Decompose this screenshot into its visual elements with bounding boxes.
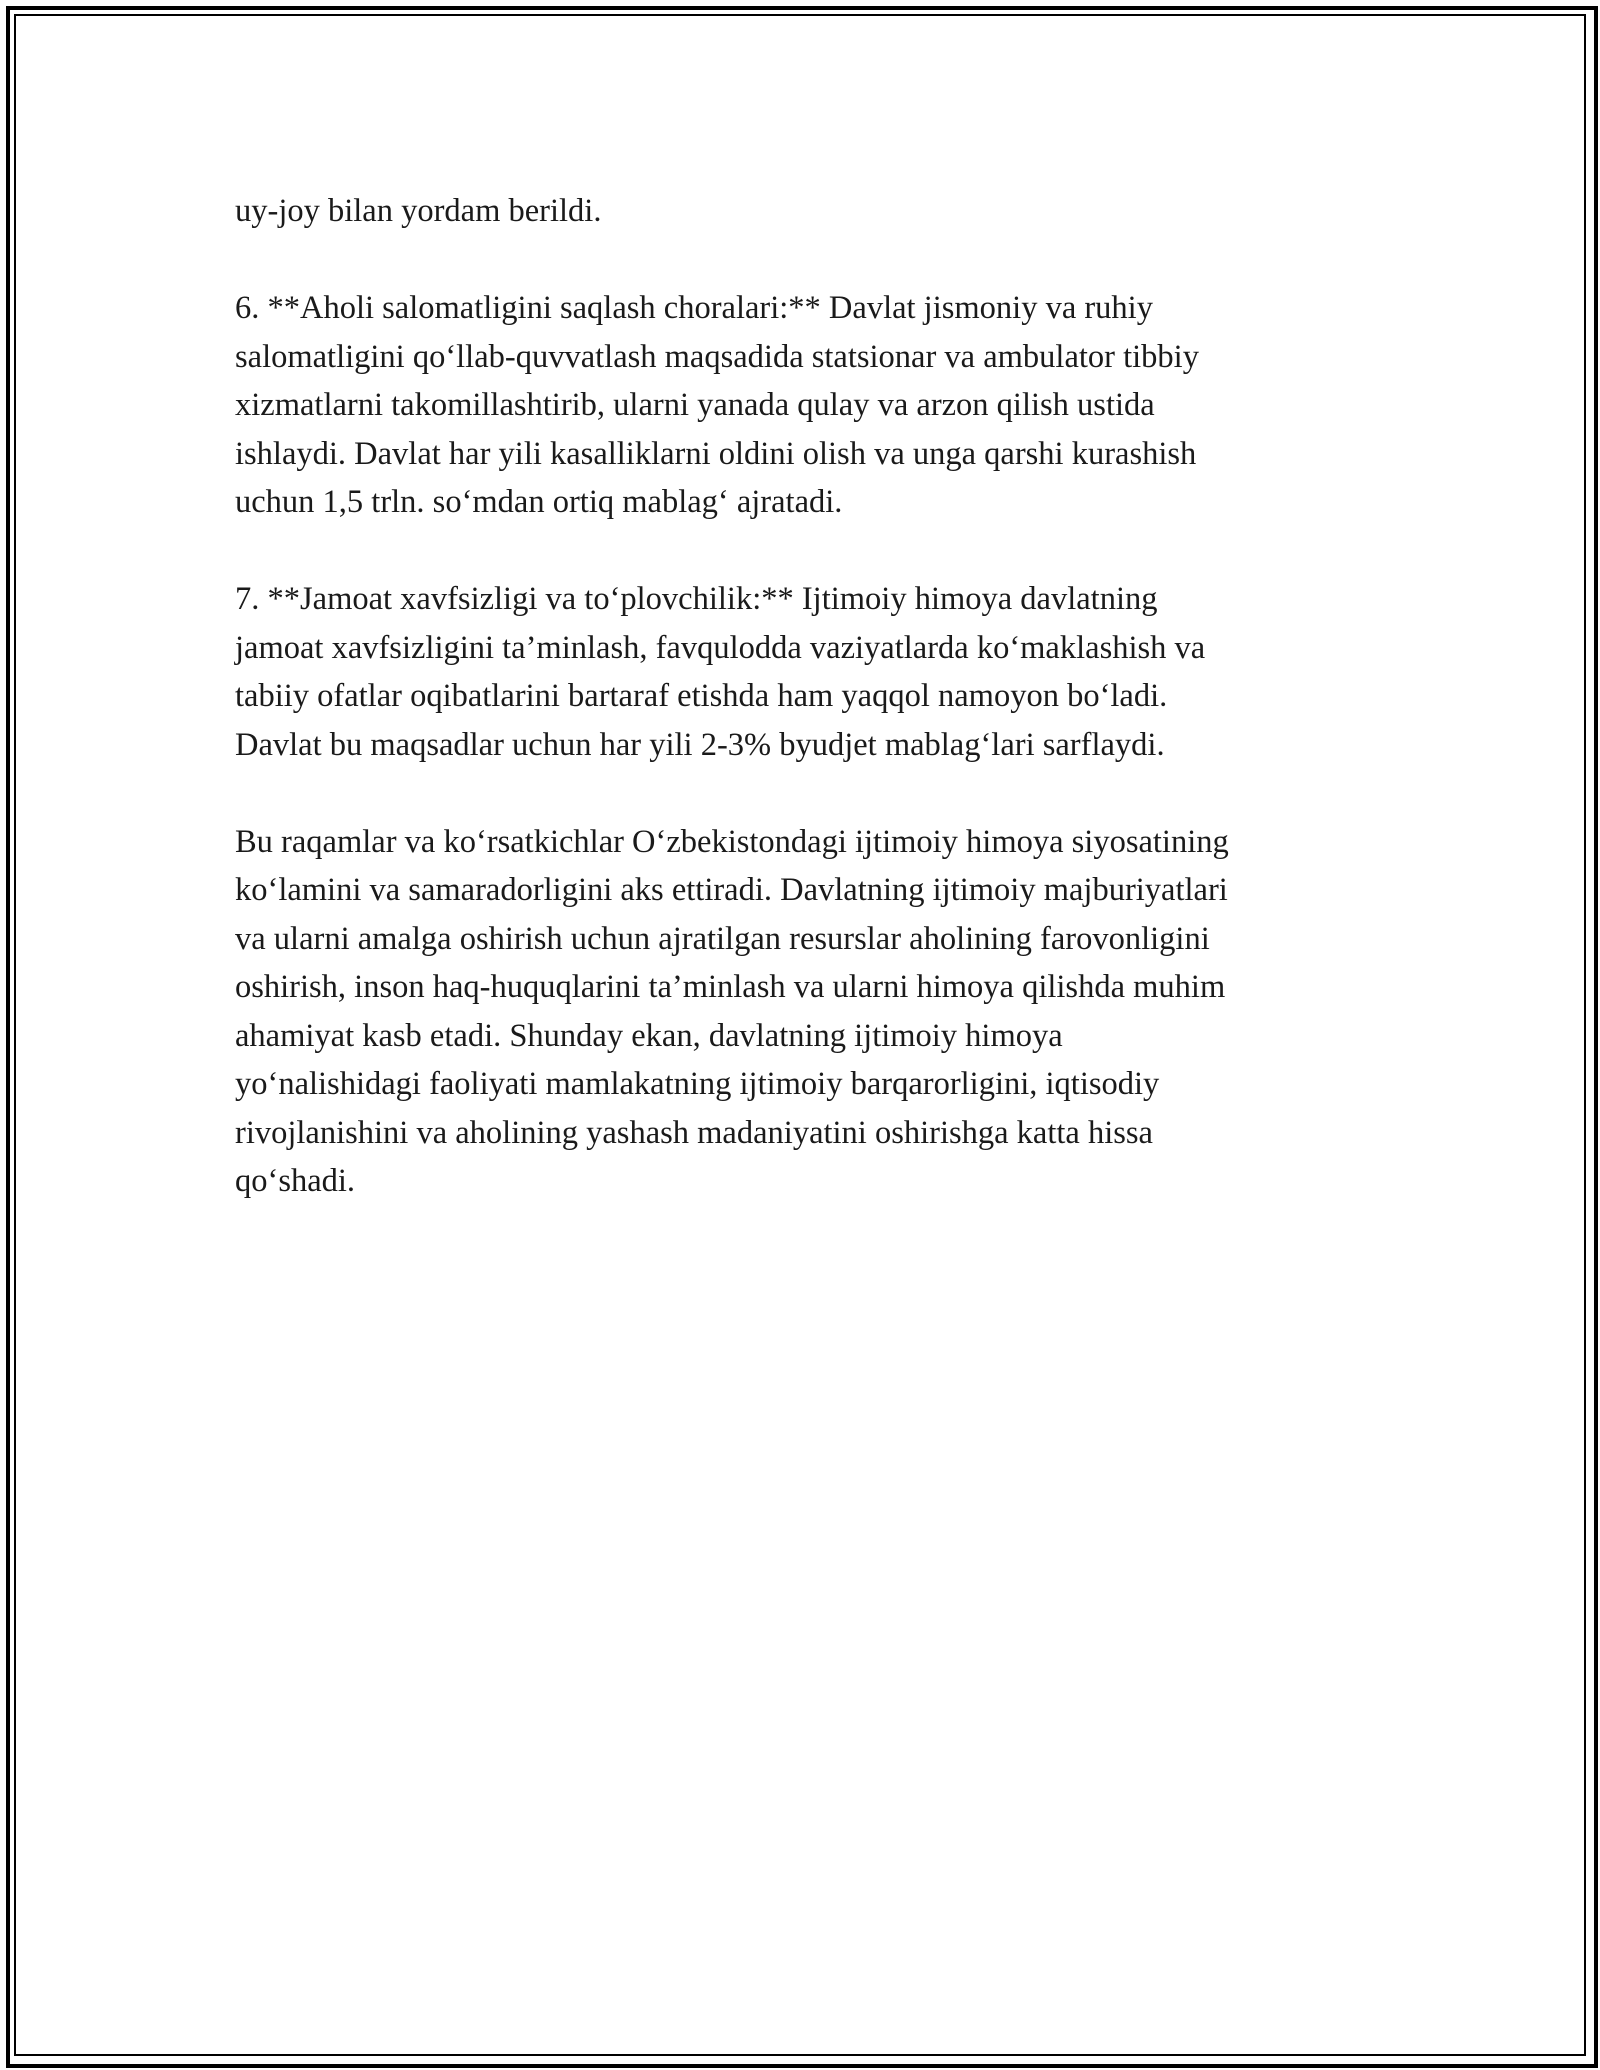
- text-line: va ularni amalga oshirish uchun ajratilgan resurslar aholining farovonligini: [235, 920, 1210, 957]
- text-line: 7. **Jamoat xavfsizligi va to‘plovchilik:** Ijtimoiy himoya davlatning: [235, 581, 1158, 617]
- paragraph-item-7: [235, 575, 1375, 769]
- text-line: qo‘shadi.: [235, 1163, 356, 1199]
- text-line: xizmatlarni takomillashtirib, ularni yanada qulay va arzon qilish ustida: [235, 387, 1155, 423]
- text-line: salomatligini qo‘llab-quvvatlash maqsadida statsionar va ambulator tibbiy: [235, 338, 1199, 375]
- text-line: tabiiy ofatlar oqibatlarini bartaraf etishda ham yaqqol namoyon bo‘ladi.: [235, 678, 1168, 714]
- text-line: jamoat xavfsizligini ta’minlash, favqulodda vaziyatlarda ko‘maklashish va: [235, 629, 1206, 666]
- text-line: uchun 1,5 trln. so‘mdan ortiq mablag‘ ajratadi.: [235, 484, 843, 520]
- document-body: [235, 187, 1375, 1254]
- paragraph-conclusion: [235, 818, 1375, 1206]
- text-line: Davlat bu maqsadlar uchun har yili 2-3% byudjet mablag‘lari sarflaydi.: [235, 726, 1165, 763]
- text-line: oshirish, inson haq-huquqlarini ta’minlash va ularni himoya qilishda muhim: [235, 969, 1226, 1005]
- text-line: yo‘nalishidagi faoliyati mamlakatning ijtimoiy barqarorligini, iqtisodiy: [235, 1066, 1160, 1102]
- paragraph-continuation: [235, 187, 1375, 236]
- text-line: ishlaydi. Davlat har yili kasalliklarni oldini olish va unga qarshi kurashish: [235, 435, 1197, 472]
- text-line: ahamiyat kasb etadi. Shunday ekan, davlatning ijtimoiy himoya: [235, 1017, 1063, 1054]
- text-line: Bu raqamlar va ko‘rsatkichlar O‘zbekistondagi ijtimoiy himoya siyosatining: [235, 823, 1229, 860]
- text-line: rivojlanishini va aholining yashash madaniyatini oshirishga katta hissa: [235, 1114, 1153, 1151]
- text-line: 6. **Aholi salomatligini saqlash choralari:** Davlat jismoniy va ruhiy: [235, 290, 1153, 326]
- text-line: uy-joy bilan yordam berildi.: [235, 193, 602, 229]
- text-line: ko‘lamini va samaradorligini aks ettiradi. Davlatning ijtimoiy majburiyatlari: [235, 872, 1228, 908]
- paragraph-item-6: [235, 284, 1375, 527]
